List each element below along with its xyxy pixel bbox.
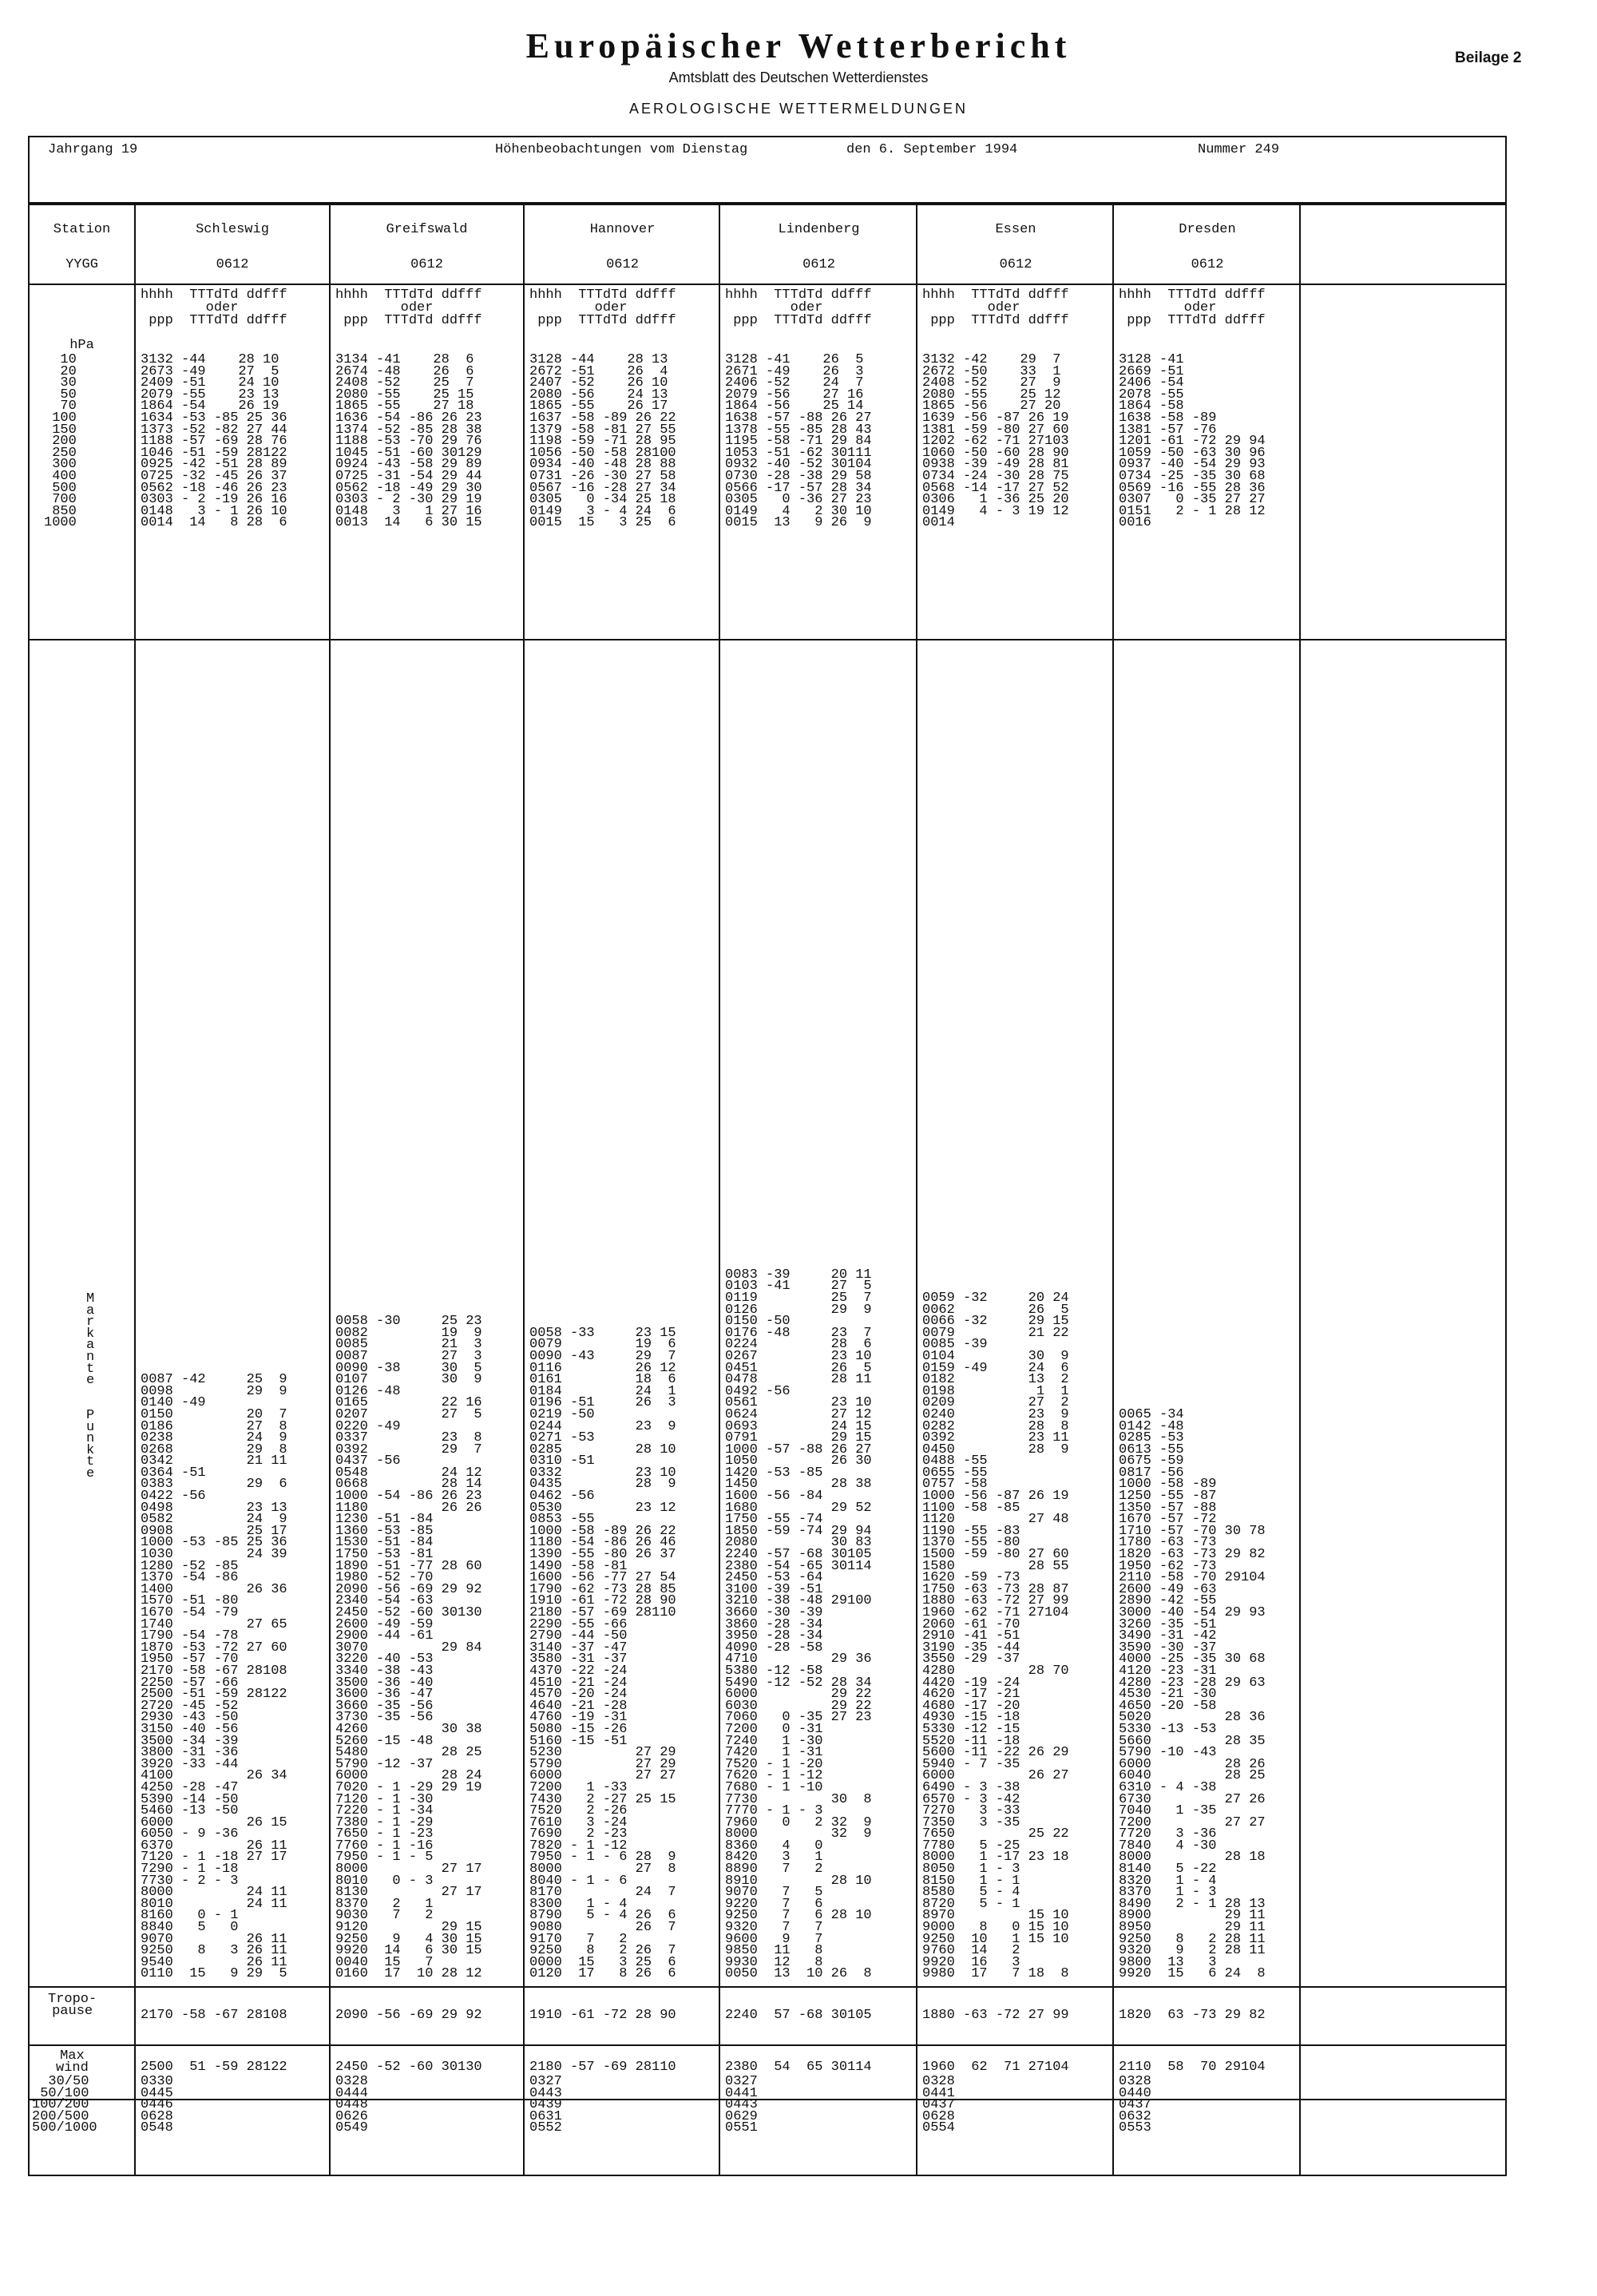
station-time: 0612 bbox=[999, 257, 1032, 272]
maxwind-value: 2110 58 70 29104 bbox=[1119, 2060, 1266, 2075]
issue-number: Nummer 249 bbox=[1198, 142, 1280, 157]
station-name: Dresden bbox=[1179, 222, 1236, 237]
maxwind-value: 1960 62 71 27104 bbox=[922, 2060, 1069, 2075]
standard-levels: 3132 -42 29 7 2672 -50 33 1 2408 -52 27 9 2080 -55 25 12 1865 -56 27 20 1639 -56 -87 26 19 1381 -59 -80 27 60 1202 -62 -71 27103 1060 -50 -60 28 90 0938 -39 -49 28 81 0734 -24 -30 28 75 0568 -14 -17 27 52 0306 1 -36 25 20 0149 4 - 3 19 12 0014 bbox=[922, 352, 1069, 531]
observation-date: den 6. September 1994 bbox=[846, 142, 1018, 157]
column-header: hhhh TTTdTd ddfff oder ppp TTTdTd ddfff bbox=[529, 287, 676, 328]
maxwind-value: 2500 51 -59 28122 bbox=[141, 2060, 287, 2075]
column-header: hhhh TTTdTd ddfff oder ppp TTTdTd ddfff bbox=[1119, 287, 1266, 328]
station-name: Greifswald bbox=[386, 222, 468, 237]
report-title: Europäischer Wetterbericht bbox=[525, 26, 1072, 65]
significant-points: 0083 -39 20 11 0103 -41 27 5 0119 25 7 0126 29 9 0150 -50 0176 -48 23 7 0224 28 6 0267 23 10 0451 26 5 0478 28 11 0492 -56 0561 23 10 0624 27 12 0693 24 15 0791 29 15 1000 -57 -88 26 27 1050 26 30 1420 -53 -85 1450 28 38 1600 -56 -84 1680 29 52 1750 -55 -74 1850 -59 -74 29 94 2080 30 83 2240 -57 -68 30105 2380 -54 -65 30114 2450 -53 -64 3100 -39 -51 3210 -38 -48 29100 3660 -30 -39 3860 -28 -34 3950 -28 -34 4090 -28 -58 4710 29 36 5380 -12 -58 5490 -12 -52 28 34 6000 29 22 6030 29 22 7060 0 -35 27 23 7200 0 -31 7240 1 -30 7420 1 -31 7520 - 1 -20 7620 - 1 -12 7680 - 1 -10 7730 30 8 7770 - 1 - 3 7960 0 2 32 9 8000 32 9 8360 4 0 8420 3 1 8890 7 2 8910 28 10 9070 7 5 9220 7 6 9250 7 6 28 10 9320 7 7 9600 9 7 9850 11 8 9930 12 8 0050 13 10 26 8 bbox=[725, 1267, 872, 1982]
significant-points: 0087 -42 25 9 0098 29 9 0140 -49 0150 20 7 0186 27 8 0238 24 9 0268 29 8 0342 21 11 0364 -51 0383 29 6 0422 -56 0498 23 13 0582 24 9 0908 25 17 1000 -53 -85 25 36 1030 24 39 1280 -52 -85 1370 -54 -86 1400 26 36 1570 -51 -80 1670 -54 -79 1740 27 65 1790 -54 -78 1870 -53 -72 27 60 1950 -57 -70 2170 -58 -67 28108 2250 -57 -66 2500 -51 -59 28122 2720 -45 -52 2930 -43 -50 3150 -40 -56 3500 -34 -39 3800 -31 -36 3920 -33 -44 4100 26 34 4250 -28 -47 5390 -14 -50 5460 -13 -50 6000 26 15 6050 - 9 -36 6370 26 11 7120 - 1 -18 27 17 7290 - 1 -18 7730 - 2 - 3 8000 24 11 8010 24 11 8160 0 - 1 8840 5 0 9070 26 11 9250 8 3 26 11 9540 26 11 0110 15 9 29 5 bbox=[141, 1372, 287, 1982]
tropopause-value: 2090 -56 -69 29 92 bbox=[335, 2008, 482, 2023]
station-time: 0612 bbox=[1191, 257, 1224, 272]
beilage-label: Beilage 2 bbox=[1455, 50, 1522, 66]
wind-shear-values: 0330 0445 0446 0628 0548 bbox=[141, 2074, 173, 2136]
maxwind-value: 2450 -52 -60 30130 bbox=[335, 2060, 482, 2075]
standard-levels: 3132 -44 28 10 2673 -49 27 5 2409 -51 24 10 2079 -55 23 13 1864 -54 26 19 1634 -53 -85 25 36 1373 -52 -82 27 44 1188 -57 -69 28 76 1046 -51 -59 28122 0925 -42 -51 28 89 0725 -32 -45 26 37 0562 -18 -46 26 23 0303 - 2 -19 26 16 0148 3 - 1 26 10 0014 14 8 28 6 bbox=[141, 352, 287, 531]
maxwind-label: Max wind bbox=[56, 2048, 89, 2076]
standard-levels: 3128 -44 28 13 2672 -51 26 4 2407 -52 26 10 2080 -56 24 13 1865 -55 26 17 1637 -58 -89 26 22 1379 -58 -81 27 55 1198 -59 -71 28 95 1056 -50 -58 28100 0934 -40 -48 28 88 0731 -26 -30 27 58 0567 -16 -28 27 34 0305 0 -34 25 18 0149 3 - 4 24 6 0015 15 3 25 6 bbox=[529, 352, 676, 531]
wind-shear-values: 0328 0441 0437 0628 0554 bbox=[922, 2074, 955, 2136]
station-name: Hannover bbox=[589, 222, 656, 237]
station-name: Essen bbox=[995, 222, 1036, 237]
observation-title: Höhenbeobachtungen vom Dienstag bbox=[495, 142, 748, 157]
wind-shear-values: 0327 0443 0439 0631 0552 bbox=[529, 2074, 562, 2136]
column-header: hhhh TTTdTd ddfff oder ppp TTTdTd ddfff bbox=[335, 287, 482, 328]
standard-levels: 3134 -41 28 6 2674 -48 26 6 2408 -52 25 7 2080 -55 25 15 1865 -55 27 18 1636 -54 -86 26 23 1374 -52 -85 28 38 1188 -53 -70 29 76 1045 -51 -60 30129 0924 -43 -58 29 89 0725 -31 -54 29 44 0562 -18 -49 29 30 0303 - 2 -30 29 19 0148 3 1 27 16 0013 14 6 30 15 bbox=[335, 352, 482, 531]
station-time: 0612 bbox=[410, 257, 443, 272]
tropopause-value: 2240 57 -68 30105 bbox=[725, 2008, 872, 2023]
tropopause-value: 1820 63 -73 29 82 bbox=[1119, 2008, 1266, 2023]
station-name: Lindenberg bbox=[778, 222, 860, 237]
tropopause-value: 1880 -63 -72 27 99 bbox=[922, 2008, 1069, 2023]
station-time: 0612 bbox=[606, 257, 639, 272]
standard-levels: 3128 -41 26 5 2671 -49 26 3 2406 -52 24 7 2079 -56 27 16 1864 -56 25 14 1638 -57 -88 26 27 1378 -55 -85 28 43 1195 -58 -71 29 84 1053 -51 -62 30111 0932 -40 -52 30104 0730 -28 -38 29 58 0566 -17 -57 28 34 0305 0 -36 27 23 0149 4 2 30 10 0015 13 9 26 9 bbox=[725, 352, 872, 531]
station-label: Station bbox=[53, 222, 111, 237]
station-time: 0612 bbox=[802, 257, 835, 272]
wind-shear-values: 0327 0441 0443 0629 0551 bbox=[725, 2074, 758, 2136]
station-time: 0612 bbox=[216, 257, 249, 272]
yygg-label: YYGG bbox=[65, 257, 98, 272]
significant-points: 0058 -30 25 23 0082 19 9 0085 21 3 0087 27 3 0090 -38 30 5 0107 30 9 0126 -48 0165 22 16 0207 27 5 0220 -49 0337 23 8 0392 29 7 0437 -56 0548 24 12 0668 28 14 1000 -54 -86 26 23 1180 26 26 1230 -51 -84 1360 -53 -85 1530 -51 -84 1750 -53 -81 1890 -51 -77 28 60 1980 -52 -70 2090 -56 -69 29 92 2340 -54 -63 2450 -52 -60 30130 2600 -49 -59 2900 -44 -61 3070 29 84 3220 -40 -53 3340 -38 -43 3500 -36 -40 3600 -36 -47 3660 -35 -56 3730 -35 -56 4260 30 38 5260 -15 -48 5480 28 25 5790 -12 -37 6000 28 24 7020 - 1 -29 29 19 7120 - 1 -30 7220 - 1 -34 7380 - 1 -29 7650 - 1 -23 7760 - 1 -16 7950 - 1 - 5 8000 27 17 8010 0 - 3 8130 27 17 8370 2 1 9030 7 2 9120 29 15 9250 9 4 30 15 9920 14 6 30 15 0040 15 7 0160 17 10 28 12 bbox=[335, 1314, 482, 1982]
pressure-levels: 10 20 30 50 70 100 150 200 250 300 400 500 700 850 1000 bbox=[44, 352, 77, 531]
tropopause-value: 1910 -61 -72 28 90 bbox=[529, 2008, 676, 2023]
markante-punkte-label: M a r k a n t e P u n k t e bbox=[86, 1291, 95, 1481]
column-header: hhhh TTTdTd ddfff oder ppp TTTdTd ddfff bbox=[922, 287, 1069, 328]
tropopause-value: 2170 -58 -67 28108 bbox=[141, 2008, 287, 2023]
wind-shear-values: 0328 0440 0437 0632 0553 bbox=[1119, 2074, 1151, 2136]
tropopause-label: Tropo- pause bbox=[48, 1992, 97, 2019]
report-subtitle: Amtsblatt des Deutschen Wetterdienstes bbox=[668, 69, 929, 85]
jahrgang: Jahrgang 19 bbox=[48, 142, 138, 157]
maxwind-value: 2180 -57 -69 28110 bbox=[529, 2060, 676, 2075]
hpa-label: hPa bbox=[69, 338, 94, 353]
significant-points: 0065 -34 0142 -48 0285 -53 0613 -55 0675 -59 0817 -56 1000 -58 -89 1250 -55 -87 1350 -57 -88 1670 -57 -72 1710 -57 -70 30 78 1780 -63 -73 1820 -63 -73 29 82 1950 -62 -73 2110 -58 -70 29104 2600 -49 -63 2890 -42 -55 3000 -40 -54 29 93 3260 -35 -51 3490 -31 -42 3590 -30 -37 4000 -25 -35 30 68 4120 -23 -31 4280 -23 -28 29 63 4530 -21 -30 4650 -20 -58 5020 28 36 5330 -13 -53 5660 28 35 5790 -10 -43 6000 28 26 6040 28 25 6310 - 4 -38 6730 27 26 7040 1 -35 7200 27 27 7720 3 -36 7840 4 -30 8000 28 18 8140 5 -22 8320 1 - 4 8370 1 - 3 8490 2 - 1 28 13 8900 29 11 8950 29 11 9250 8 2 28 11 9320 9 2 28 11 9800 13 3 9920 15 6 24 8 bbox=[1119, 1406, 1266, 1982]
column-header: hhhh TTTdTd ddfff oder ppp TTTdTd ddfff bbox=[725, 287, 872, 328]
column-header: hhhh TTTdTd ddfff oder ppp TTTdTd ddfff bbox=[141, 287, 287, 328]
significant-points: 0058 -33 23 15 0079 19 6 0090 -43 29 7 0116 26 12 0161 18 6 0184 24 1 0196 -51 26 3 0219 -50 0244 23 9 0271 -53 0285 28 10 0310 -51 0332 23 10 0435 28 9 0462 -56 0530 23 12 0853 -55 1000 -58 -89 26 22 1180 -54 -86 26 46 1390 -55 -80 26 37 1490 -58 -81 1600 -56 -77 27 54 1790 -62 -73 28 85 1910 -61 -72 28 90 2180 -57 -69 28110 2290 -55 -66 2790 -44 -50 3140 -37 -47 3580 -31 -37 4370 -22 -24 4510 -21 -24 4570 -20 -24 4640 -21 -28 4760 -19 -31 5080 -15 -26 5160 -15 -51 5230 27 29 5790 27 29 6000 27 27 7200 1 -33 7430 2 -27 25 15 7520 2 -26 7610 3 -24 7690 2 -23 7820 - 1 -12 7950 - 1 - 6 28 9 8000 27 8 8040 - 1 - 6 8170 24 7 8300 1 - 4 8790 5 - 4 26 6 9080 26 7 9170 7 2 9250 8 2 26 7 0000 15 3 25 6 0120 17 8 26 6 bbox=[529, 1325, 676, 1982]
wind-shear-labels: 30/50 50/100 100/200 200/500 500/1000 bbox=[32, 2074, 97, 2136]
significant-points: 0059 -32 20 24 0062 26 5 0066 -32 29 15 0079 21 22 0085 -39 0104 30 9 0159 -49 24 6 0182 13 2 0198 1 1 0209 27 2 0240 23 9 0282 28 8 0392 23 11 0450 28 9 0488 -55 0655 -55 0757 -58 1000 -56 -87 26 19 1100 -58 -85 1120 27 48 1190 -55 -83 1370 -55 -80 1500 -59 -80 27 60 1580 28 55 1620 -59 -73 1750 -63 -73 28 87 1880 -63 -72 27 99 1960 -62 -71 27104 2060 -61 -70 2910 -41 -51 3190 -35 -44 3550 -29 -37 4280 28 70 4420 -19 -24 4620 -17 -21 4680 -17 -20 4930 -15 -18 5330 -12 -15 5520 -11 -18 5600 -11 -22 26 29 5940 - 7 -35 6000 26 27 6490 - 3 -38 6570 - 3 -42 7270 3 -33 7350 3 -35 7650 25 22 7780 5 -25 8000 1 -17 23 18 8050 1 - 3 8150 1 - 1 8580 5 - 4 8720 5 - 1 8970 15 10 9000 8 0 15 10 9250 10 1 15 10 9760 14 2 9920 16 3 9980 17 7 18 8 bbox=[922, 1290, 1069, 1982]
section-heading: AEROLOGISCHE WETTERMELDUNGEN bbox=[628, 101, 969, 117]
maxwind-value: 2380 54 65 30114 bbox=[725, 2060, 872, 2075]
info-box bbox=[28, 136, 1507, 204]
station-name: Schleswig bbox=[196, 222, 269, 237]
standard-levels: 3128 -41 2669 -51 2406 -54 2078 -55 1864 -58 1638 -58 -89 1381 -57 -76 1201 -61 -72 29 94 1059 -50 -63 30 96 0937 -40 -54 29 93 0734 -25 -35 30 68 0569 -16 -55 28 36 0307 0 -35 27 27 0151 2 - 1 28 12 0016 bbox=[1119, 352, 1266, 531]
wind-shear-values: 0328 0444 0448 0626 0549 bbox=[335, 2074, 368, 2136]
